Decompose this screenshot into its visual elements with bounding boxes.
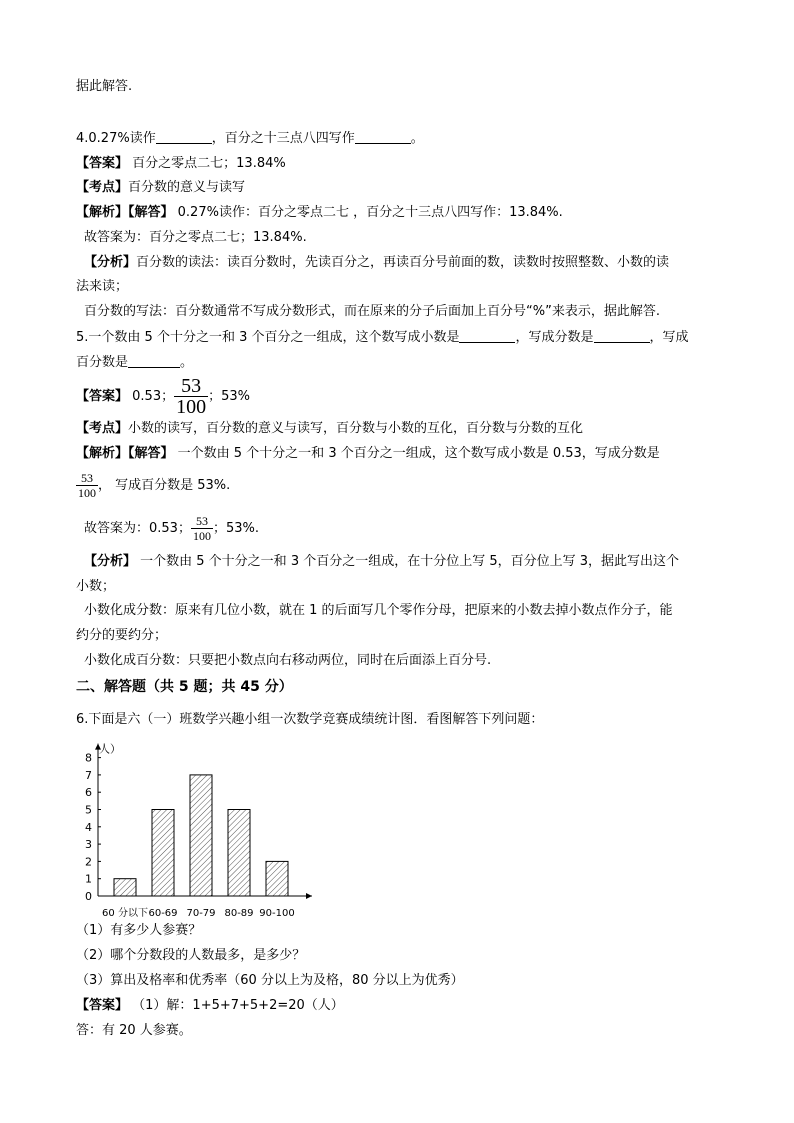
answer-text: （1）解：1+5+7+5+2=20（人） xyxy=(128,998,344,1013)
q4-analysis-cont xyxy=(84,303,660,321)
sub-question-text: （2）哪个分数段的人数最多，是多少？ xyxy=(76,948,306,963)
fx-text: 小数化成分数：原来有几位小数，就在 1 的后面写几个零作分母，把原来的小数去掉小数点作分子，能 xyxy=(84,603,673,618)
x-tick-label: 60 分以下 xyxy=(102,908,148,919)
question-4-stem xyxy=(76,130,424,148)
answer-blank xyxy=(459,329,515,343)
fraction xyxy=(76,471,98,500)
fx-text: 小数； xyxy=(76,579,116,594)
fraction xyxy=(174,376,208,417)
fraction xyxy=(191,514,213,543)
denominator: 100 xyxy=(78,486,96,500)
bar xyxy=(114,879,136,896)
answer-tag: 【答案】 xyxy=(76,998,129,1013)
y-tick-label: 5 xyxy=(85,803,92,817)
sub-question-text: （3）算出及格率和优秀率（60 分以上为及格，80 分以上为优秀） xyxy=(76,973,464,988)
kp-text: 百分数的意义与读写 xyxy=(128,180,246,195)
q6-sub-3 xyxy=(76,972,464,990)
answer-blank xyxy=(355,130,411,144)
jx-text: 一个数由 5 个十分之一和 3 个百分之一组成，这个数写成小数是 0.53，写成分数是 xyxy=(173,446,660,461)
stem-part: 。 xyxy=(180,355,194,370)
denominator: 100 xyxy=(176,396,207,418)
q4-analysis xyxy=(84,254,669,272)
jx-text: ， 写成百分数是 53%. xyxy=(98,478,231,493)
answer-blank xyxy=(594,329,650,343)
y-tick-label: 0 xyxy=(85,890,92,903)
kp-text: 小数的读写，百分数的意义与读写，百分数与小数的互化，百分数与分数的互化 xyxy=(128,421,584,436)
text-line xyxy=(76,78,132,96)
answer-blank xyxy=(156,130,212,144)
q5-analysis xyxy=(84,553,679,571)
q5-analysis-cont xyxy=(84,652,491,670)
x-tick-label: 90-100 xyxy=(259,908,295,919)
q5-knowledge-point xyxy=(76,420,583,438)
stem-part: ，百分之十三点八四写作 xyxy=(211,131,355,146)
q4-explanation xyxy=(76,204,563,222)
fx-text: 百分数的读法：读百分数时，先读百分之，再读百分号前面的数，读数时按照整数、小数的读 xyxy=(136,255,670,270)
numerator: 53 xyxy=(191,514,213,529)
fx-tag: 【分析】 xyxy=(84,255,137,270)
kp-tag: 【考点】 xyxy=(76,180,129,195)
fx-text: 法来读； xyxy=(76,279,129,294)
stem-part: 5.一个数由 5 个十分之一和 3 个百分之一组成，这个数写成小数是 xyxy=(76,330,460,345)
question-5-stem-cont xyxy=(76,354,193,372)
da-text: 答：有 20 人参赛。 xyxy=(76,1023,192,1038)
q5-analysis-cont xyxy=(84,602,673,620)
q4-analysis-cont xyxy=(76,278,128,296)
y-tick-label: 8 xyxy=(85,751,92,765)
jx-tag: 【解析】【解答】 xyxy=(76,446,174,461)
text: 据此解答. xyxy=(76,79,133,94)
answer-blank xyxy=(128,354,180,368)
q4-knowledge-point xyxy=(76,179,245,197)
bar xyxy=(228,810,250,897)
q5-explanation xyxy=(76,445,660,463)
fx-text: 百分数的写法：百分数通常不写成分数形式，而在原来的分子后面加上百分号“%”来表示，据此解答. xyxy=(84,304,660,319)
fx-text: 约分的要约分； xyxy=(76,628,168,643)
y-tick-label: 6 xyxy=(85,786,92,800)
answer-tag: 【答案】 xyxy=(76,156,129,171)
x-axis-arrow xyxy=(306,893,312,899)
q5-analysis-cont xyxy=(76,627,167,645)
stem-text: 6.下面是六（一）班数学兴趣小组一次数学竞赛成绩统计图．看图解答下列问题： xyxy=(76,712,544,727)
gu-text: 故答案为：0.53； xyxy=(84,521,191,536)
numerator: 53 xyxy=(174,376,208,397)
q5-answer xyxy=(76,376,250,417)
x-tick-label: 70-79 xyxy=(186,908,216,919)
jx-text: 0.27%读作：百分之零点二七 ，百分之十三点八四写作：13.84%. xyxy=(173,205,563,220)
q6-sub-2 xyxy=(76,947,305,965)
stem-part: ，写成分数是 xyxy=(515,330,594,345)
answer-text: 百分之零点二七；13.84% xyxy=(128,156,286,171)
fx-text: 一个数由 5 个十分之一和 3 个百分之一组成，在十分位上写 5，百分位上写 3，据此写出这个 xyxy=(136,554,680,569)
q5-analysis-cont xyxy=(76,578,115,596)
question-5-stem xyxy=(76,329,689,347)
bar xyxy=(190,775,212,896)
y-tick-label: 4 xyxy=(85,820,92,834)
fx-text: 小数化成百分数：只要把小数点向右移动两位，同时在后面添上百分号. xyxy=(84,653,492,668)
q5-conclusion xyxy=(84,512,259,546)
numerator: 53 xyxy=(76,471,98,486)
sub-question-text: （1）有多少人参赛？ xyxy=(76,923,202,938)
x-tick-label: 60-69 xyxy=(148,908,178,919)
section-title xyxy=(76,678,293,696)
section-title-text: 二、解答题（共 5 题；共 45 分） xyxy=(76,679,293,695)
kp-tag: 【考点】 xyxy=(76,421,129,436)
bar xyxy=(152,810,174,897)
bar xyxy=(266,861,288,896)
fx-tag: 【分析】 xyxy=(84,554,137,569)
q6-sub-1 xyxy=(76,922,201,940)
x-tick-label: 80-89 xyxy=(224,908,254,919)
q5-explanation-cont xyxy=(76,469,230,503)
stem-part: 4.0.27%读作 xyxy=(76,131,156,146)
denominator: 100 xyxy=(192,529,211,543)
y-tick-label: 2 xyxy=(85,855,92,869)
stem-part: ，写成 xyxy=(649,330,689,345)
q4-answer xyxy=(76,155,286,173)
answer-tag: 【答案】 xyxy=(76,389,129,404)
answer-text: 0.53； xyxy=(128,389,175,404)
answer-text: ；53% xyxy=(208,389,250,404)
q6-conclusion xyxy=(76,1022,192,1040)
question-6-stem xyxy=(76,711,543,729)
y-axis-label: 人） xyxy=(99,742,121,756)
y-tick-label: 1 xyxy=(85,872,92,886)
q4-conclusion xyxy=(84,229,307,247)
y-tick-label: 3 xyxy=(85,838,92,852)
stem-part: 。 xyxy=(410,131,424,146)
gu-text: ；53%. xyxy=(212,521,259,536)
gu-text: 故答案为：百分之零点二七；13.84%. xyxy=(84,230,307,245)
y-tick-label: 7 xyxy=(85,768,92,782)
q6-answer xyxy=(76,997,344,1015)
bar-chart xyxy=(76,736,326,922)
jx-tag: 【解析】【解答】 xyxy=(76,205,174,220)
stem-part: 百分数是 xyxy=(76,355,129,370)
